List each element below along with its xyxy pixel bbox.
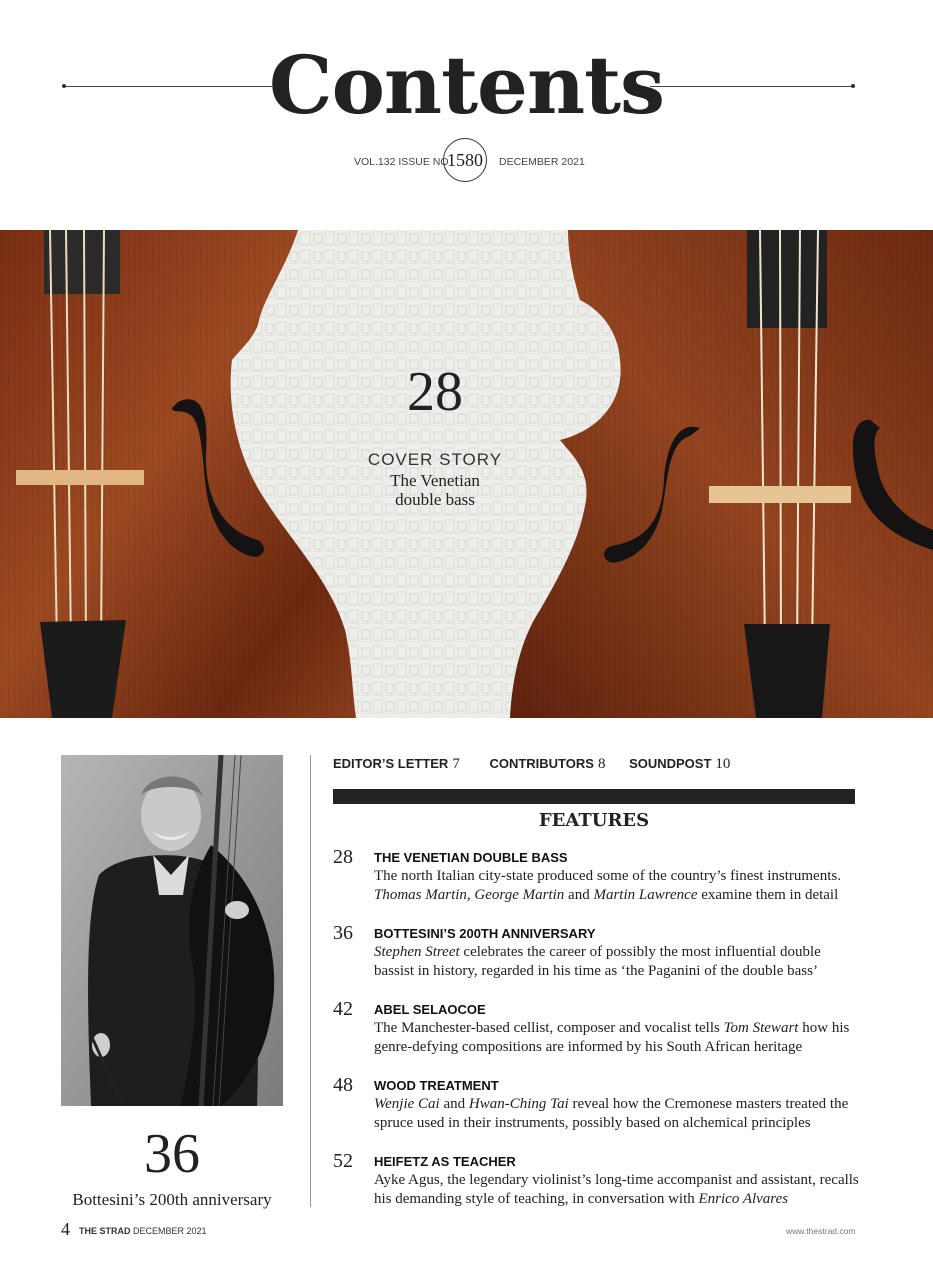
features-bar bbox=[333, 789, 855, 804]
feature-text: and bbox=[564, 887, 594, 903]
cover-story-title-line2: double bass bbox=[395, 490, 475, 509]
regular-editors-letter[interactable]: EDITOR’S LETTER 7 bbox=[333, 756, 460, 772]
feature-description bbox=[374, 943, 859, 981]
feature-title: ABEL SELAOCOE bbox=[374, 1002, 486, 1017]
feature-text: The Manchester-based cellist, composer and vocalist tells bbox=[374, 1020, 724, 1036]
feature-author: Thomas Martin, George Martin bbox=[374, 887, 565, 903]
feature-text: celebrates the career of possibly the most influential double bassist in history, regarded in his time as ‘the Paganini of the double bass’ bbox=[374, 944, 821, 979]
feature-author: Tom Stewart bbox=[723, 1020, 799, 1036]
right-fingerboard bbox=[747, 230, 827, 328]
sidebar-caption: Bottesini’s 200th anniversary bbox=[72, 1190, 272, 1209]
feature-text: Ayke Agus, the legendary violinist’s long-time accompanist and assistant, recalls his demanding style of teaching, in conversation with bbox=[374, 1172, 859, 1207]
feature-author: Martin Lawrence bbox=[593, 887, 698, 903]
bottesini-portrait bbox=[61, 755, 283, 1106]
left-bridge bbox=[16, 470, 144, 485]
cover-story-title-line1: The Venetian bbox=[390, 471, 480, 490]
feature-page-number: 28 bbox=[333, 846, 353, 868]
feature-title: WOOD TREATMENT bbox=[374, 1078, 499, 1093]
feature-title: THE VENETIAN DOUBLE BASS bbox=[374, 850, 568, 865]
feature-page-number: 52 bbox=[333, 1150, 353, 1172]
portrait-illustration bbox=[61, 755, 283, 1106]
footer-url[interactable]: www.thestrad.com bbox=[786, 1226, 856, 1236]
volume-label: VOL.132 ISSUE NO bbox=[354, 156, 449, 168]
right-bridge bbox=[709, 486, 851, 503]
column-divider bbox=[310, 755, 311, 1207]
feature-page-number: 48 bbox=[333, 1074, 353, 1096]
cover-story-page-number: 28 bbox=[407, 361, 463, 423]
feature-text: reveal how the Cremonese masters treated the spruce used in their instruments, possibly based on alchemical principles bbox=[374, 1096, 849, 1131]
footer-magazine: THE STRAD DECEMBER 2021 bbox=[79, 1226, 207, 1236]
feature-author: Hwan-Ching Tai bbox=[468, 1096, 569, 1112]
feature-description bbox=[374, 1095, 859, 1133]
feature-text: how his genre-defying compositions are informed by his South African heritage bbox=[374, 1020, 850, 1055]
features-heading: FEATURES bbox=[538, 810, 650, 831]
issue-date: DECEMBER 2021 bbox=[499, 156, 585, 168]
feature-text: and bbox=[439, 1096, 469, 1112]
feature-author: Stephen Street bbox=[374, 944, 460, 960]
right-tailpiece bbox=[744, 624, 830, 718]
feature-page-number: 42 bbox=[333, 998, 353, 1020]
page-title: Contents bbox=[268, 38, 665, 132]
feature-description bbox=[374, 1171, 859, 1209]
regular-soundpost[interactable]: SOUNDPOST 10 bbox=[629, 756, 731, 772]
feature-author: Enrico Alvares bbox=[698, 1191, 789, 1207]
issue-info bbox=[0, 138, 933, 182]
feature-author: Wenjie Cai bbox=[374, 1096, 440, 1112]
feature-title: BOTTESINI’S 200TH ANNIVERSARY bbox=[374, 926, 596, 941]
feature-page-number: 36 bbox=[333, 922, 353, 944]
sidebar-page-number: 36 bbox=[144, 1123, 200, 1185]
feature-description bbox=[374, 867, 859, 905]
feature-title: HEIFETZ AS TEACHER bbox=[374, 1154, 516, 1169]
page-number: 4 bbox=[61, 1219, 70, 1239]
feature-text: examine them in detail bbox=[697, 887, 839, 903]
regular-contributors[interactable]: CONTRIBUTORS 8 bbox=[489, 756, 606, 772]
cover-image bbox=[0, 230, 933, 718]
feature-text: The north Italian city-state produced some of the country’s finest instruments. bbox=[374, 868, 841, 884]
issue-number-badge: 1580 bbox=[443, 138, 487, 182]
regulars-row bbox=[333, 756, 730, 773]
left-tailpiece bbox=[40, 620, 126, 718]
cover-story-kicker: COVER STORY bbox=[367, 450, 503, 469]
feature-description bbox=[374, 1019, 859, 1057]
left-fingerboard bbox=[44, 230, 120, 294]
